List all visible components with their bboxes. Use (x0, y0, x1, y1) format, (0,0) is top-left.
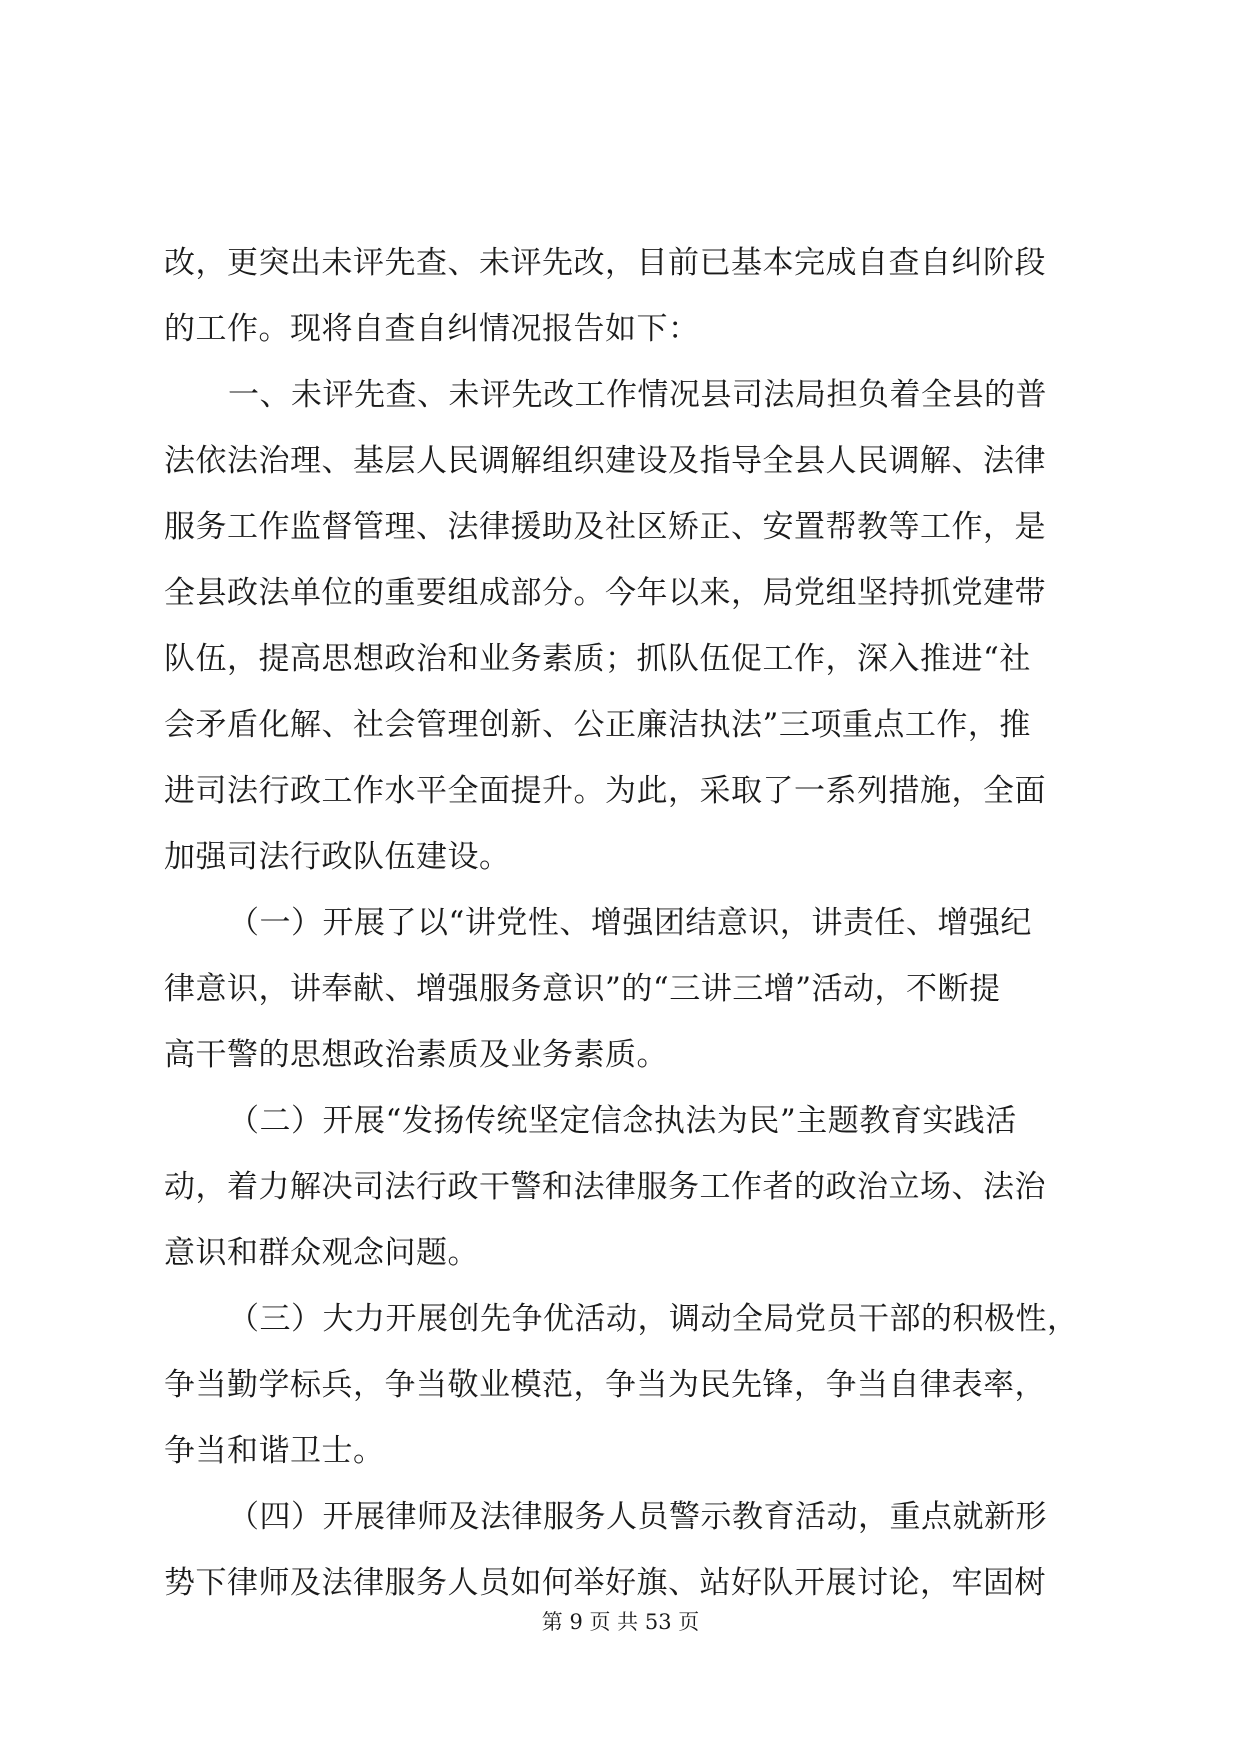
document-line: 争当和谐卫士。 (164, 1433, 385, 1469)
document-line: （一）开展了以“讲党性、增强团结意识，讲责任、增强纪 (228, 905, 1032, 941)
document-line: 意识和群众观念问题。 (164, 1235, 479, 1271)
document-line: 高干警的思想政治素质及业务素质。 (164, 1037, 668, 1073)
page-number-footer: 第 9 页 共 53 页 (541, 1610, 700, 1634)
document-line: 争当勤学标兵，争当敬业模范，争当为民先锋，争当自律表率， (164, 1367, 1046, 1403)
document-line: 全县政法单位的重要组成部分。今年以来，局党组坚持抓党建带 (164, 575, 1046, 611)
document-line: 动，着力解决司法行政干警和法律服务工作者的政治立场、法治 (164, 1169, 1046, 1205)
document-line: （四）开展律师及法律服务人员警示教育活动，重点就新形 (228, 1499, 1047, 1535)
document-body (164, 230, 1084, 1616)
document-line: 律意识，讲奉献、增强服务意识”的“三讲三增”活动，不断提 (164, 971, 1001, 1007)
document-line: 势下律师及法律服务人员如何举好旗、站好队开展讨论，牢固树 (164, 1565, 1046, 1601)
document-line: 改，更突出未评先查、未评先改，目前已基本完成自查自纠阶段 (164, 245, 1046, 281)
document-line: 一、未评先查、未评先改工作情况县司法局担负着全县的普 (228, 377, 1047, 413)
document-line: 队伍，提高思想政治和业务素质；抓队伍促工作，深入推进“社 (164, 641, 1031, 677)
document-line: 会矛盾化解、社会管理创新、公正廉洁执法”三项重点工作，推 (164, 707, 1031, 743)
document-line: 的工作。现将自查自纠情况报告如下： (164, 311, 700, 347)
document-line: （二）开展“发扬传统坚定信念执法为民”主题教育实践活 (228, 1103, 1017, 1139)
document-line: 进司法行政工作水平全面提升。为此，采取了一系列措施，全面 (164, 773, 1046, 809)
document-line: 服务工作监督管理、法律援助及社区矫正、安置帮教等工作，是 (164, 509, 1046, 545)
document-line: 法依法治理、基层人民调解组织建设及指导全县人民调解、法律 (164, 443, 1046, 479)
document-line: （三）大力开展创先争优活动，调动全局党员干部的积极性， (228, 1301, 1079, 1337)
document-line: 加强司法行政队伍建设。 (164, 839, 511, 875)
